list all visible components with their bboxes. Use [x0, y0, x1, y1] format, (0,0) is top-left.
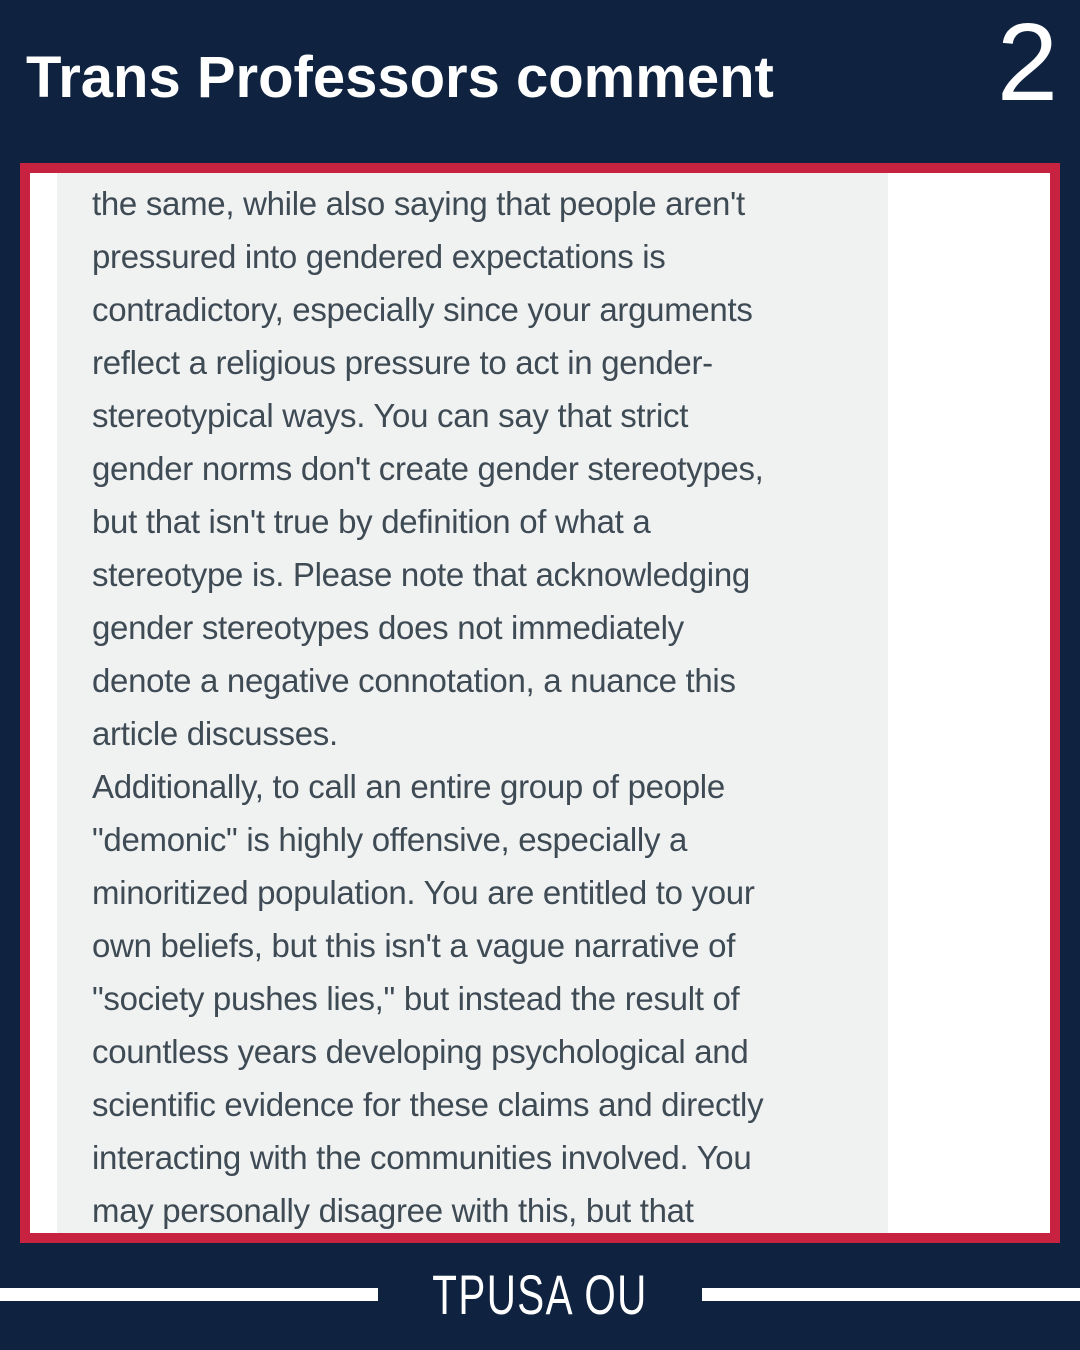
- comment-text-line: own beliefs, but this isn't a vague narrative of: [92, 927, 736, 964]
- comment-text-line: interacting with the communities involved. You: [92, 1139, 752, 1176]
- comment-text-line: contradictory, especially since your arguments: [92, 291, 753, 328]
- comment-text-line: scientific evidence for these claims and directly: [92, 1086, 764, 1123]
- comment-text-line: pressured into gendered expectations is: [92, 238, 666, 275]
- screenshot-frame: [20, 163, 1060, 1243]
- page-number: 2: [996, 1, 1058, 124]
- comment-text-line: Additionally, to call an entire group of people: [92, 768, 725, 805]
- comment-text-line: but that isn't true by definition of what a: [92, 503, 651, 540]
- comment-text-line: reflect a religious pressure to act in gender-: [92, 344, 713, 381]
- comment-text-line: gender stereotypes does not immediately: [92, 609, 684, 646]
- comment-text-line: the same, while also saying that people aren't: [92, 185, 745, 222]
- footer-brand: TPUSA OU: [432, 1263, 648, 1326]
- comment-text-line: minoritized population. You are entitled to your: [92, 874, 755, 911]
- comment-text-line: article discusses.: [92, 715, 338, 752]
- comment-text-line: gender norms don't create gender stereotypes,: [92, 450, 764, 487]
- page-title: Trans Professors comment: [26, 45, 774, 110]
- comment-text-line: "demonic" is highly offensive, especially a: [92, 821, 688, 858]
- comment-text-line: denote a negative connotation, a nuance this: [92, 662, 736, 699]
- comment-text-line: countless years developing psychological and: [92, 1033, 749, 1070]
- comment-text-line: stereotype is. Please note that acknowledging: [92, 556, 750, 593]
- comment-screenshot: [57, 173, 888, 1233]
- comment-text-line: stereotypical ways. You can say that strict: [92, 397, 689, 434]
- comment-text-line: may personally disagree with this, but that: [92, 1192, 694, 1229]
- comment-text-line: "society pushes lies," but instead the result of: [92, 980, 740, 1017]
- footer-rule-right: [702, 1288, 1080, 1301]
- comment-text: [92, 177, 888, 1233]
